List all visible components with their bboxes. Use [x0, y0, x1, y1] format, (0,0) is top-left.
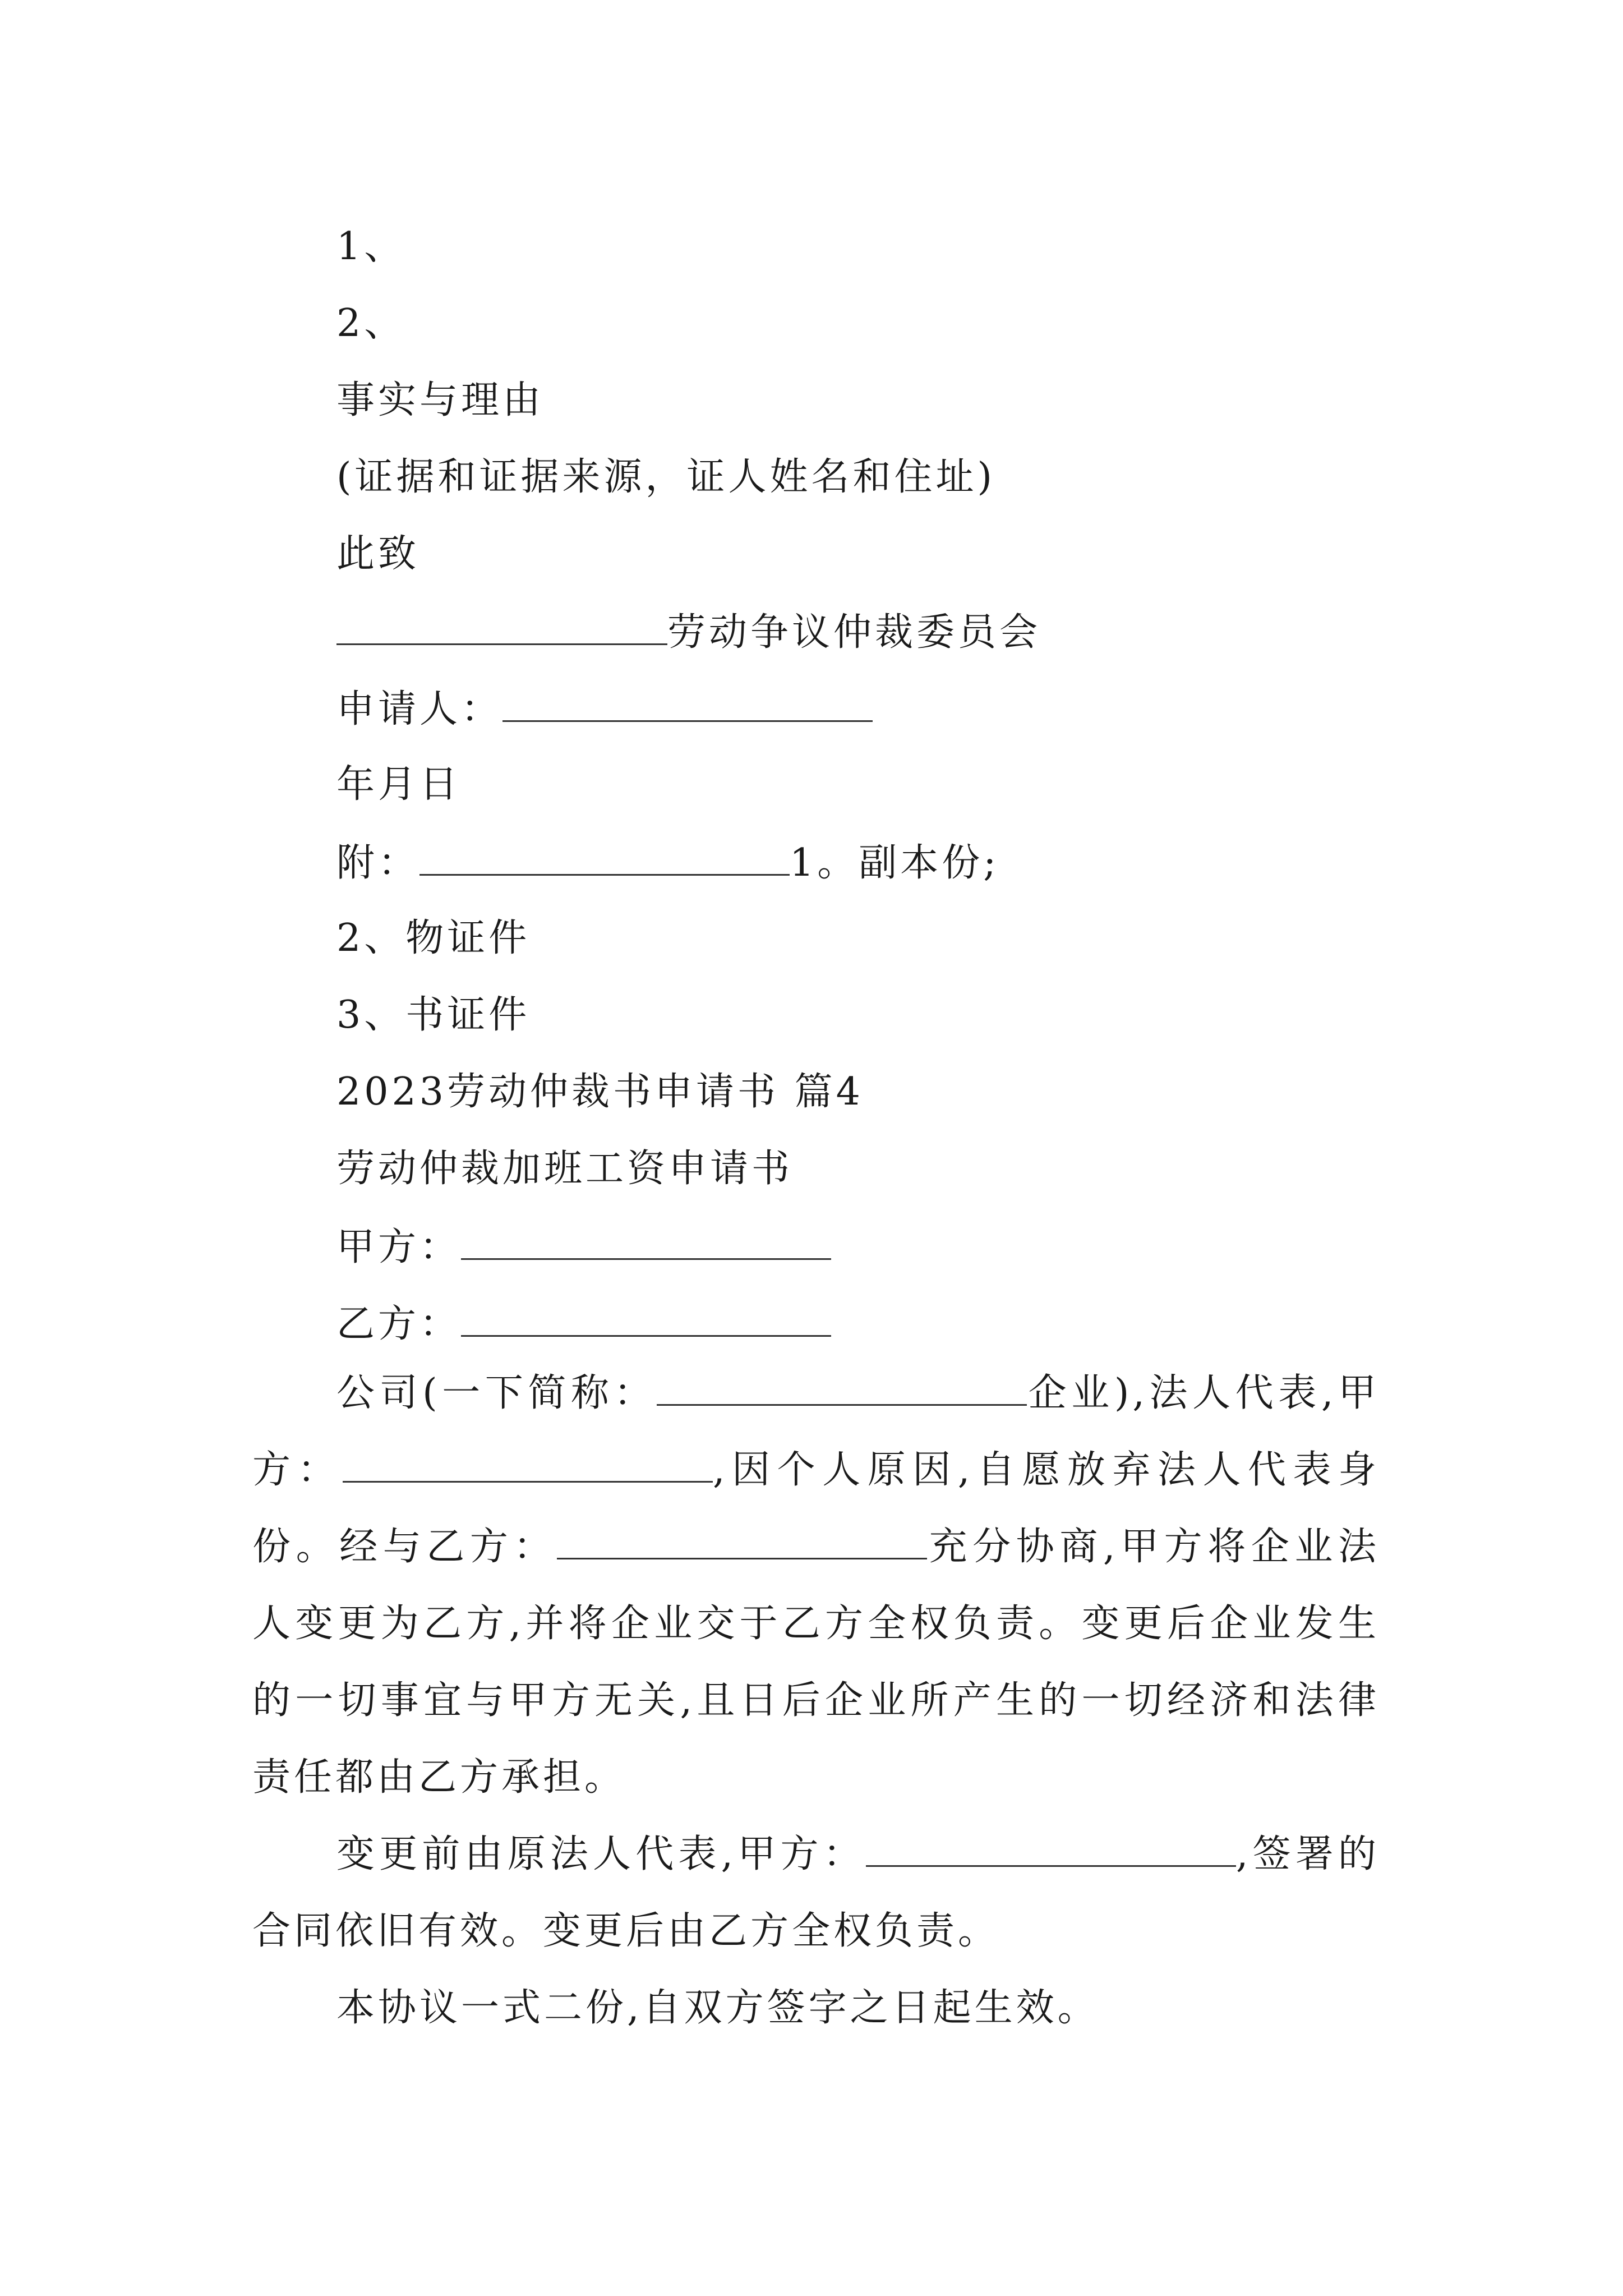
blank-former-representative [866, 1830, 1236, 1867]
evidence-note: (证据和证据来源，证人姓名和住址) [336, 455, 996, 499]
attachment-suffix: 1。副本份; [790, 841, 1000, 885]
agreement-paragraph [252, 1355, 1380, 1816]
paragraph-text: 公司(一下简称： [336, 1371, 657, 1415]
attachment-item-2: 2、物证件 [336, 916, 531, 960]
blank-company-short-name [657, 1369, 1027, 1406]
paragraph-text: ,因个人原因,自愿放弃法人代表身份。经与乙方： [252, 1448, 1380, 1569]
section-heading-facts: 事实与理由 [336, 378, 545, 422]
applicant-label: 申请人： [336, 687, 503, 731]
date-line: 年月日 [336, 762, 462, 807]
effective-clause-paragraph: 本协议一式二份,自双方签字之日起生效。 [336, 1986, 1099, 2030]
paragraph-text: 充分协商,甲方将企业法人变更为乙方,并将企业交于乙方全权负责。变更后企业发生的一切事宜与甲方无关,且日后企业所产生的一切经济和法律责任都由乙方承担。 [252, 1525, 1380, 1800]
attachment-label: 附： [336, 841, 420, 885]
party-b-label: 乙方： [336, 1302, 462, 1346]
blank-applicant [502, 685, 873, 722]
list-item-1: 1、 [336, 224, 406, 269]
party-b-line [336, 1300, 831, 1347]
attachment-line [336, 839, 999, 886]
list-item-2: 2、 [336, 301, 406, 346]
paragraph-text: ,签署的合同依旧有效。变更后由乙方全权负责。 [252, 1832, 1380, 1953]
document-title: 劳动仲裁加班工资申请书 [336, 1147, 794, 1191]
section-title: 2023劳动仲裁书申请书 篇4 [336, 1070, 864, 1114]
blank-party-a-name [343, 1446, 713, 1483]
blank-party-a [461, 1223, 831, 1260]
applicant-line [336, 685, 873, 732]
paragraph-text: 变更前由原法人代表,甲方： [336, 1832, 866, 1876]
party-a-label: 甲方： [336, 1225, 462, 1269]
blank-attachment [419, 839, 790, 876]
blank-party-b [461, 1300, 831, 1337]
attachment-item-3: 3、书证件 [336, 993, 531, 1037]
committee-line [336, 609, 1041, 655]
blank-party-b-name [557, 1523, 927, 1559]
contract-validity-paragraph [252, 1816, 1380, 1970]
paragraph-text: 企业),法人代表,甲方： [252, 1371, 1380, 1492]
blank-committee-name [336, 609, 667, 645]
salutation: 此致 [336, 532, 420, 576]
party-a-line [336, 1223, 831, 1270]
committee-suffix: 劳动争议仲裁委员会 [667, 610, 1041, 655]
